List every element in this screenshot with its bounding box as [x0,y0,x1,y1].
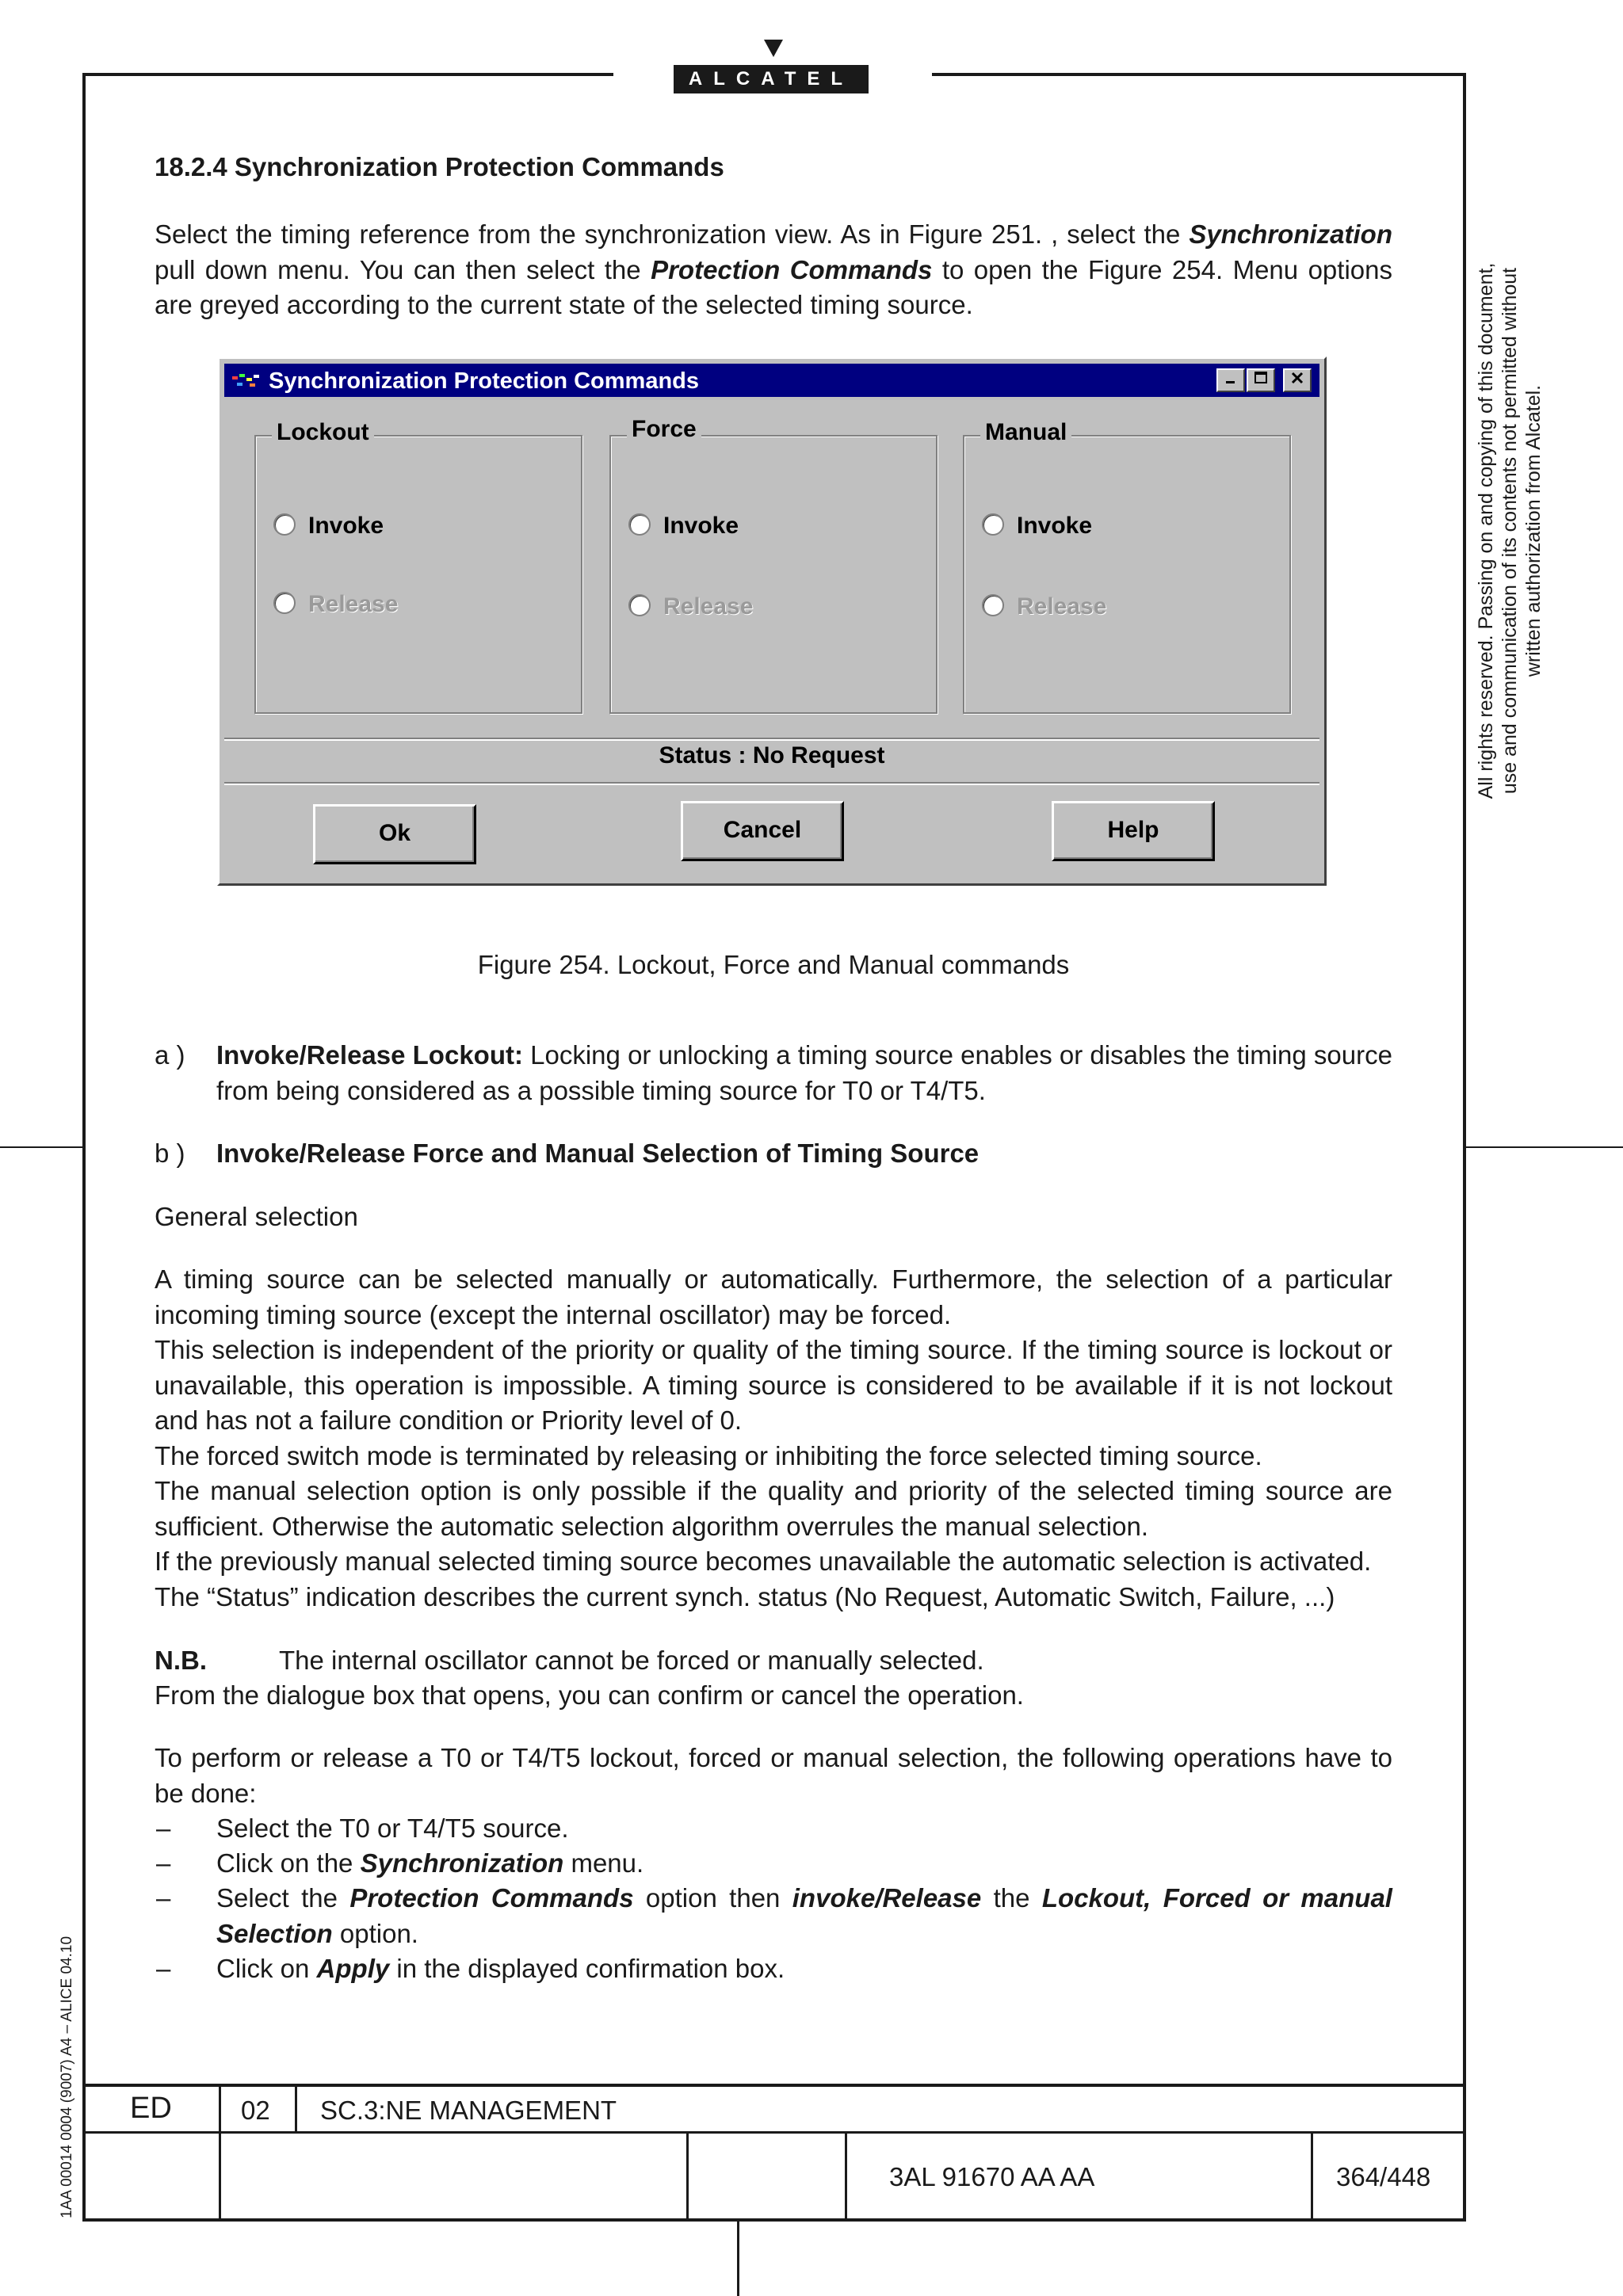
manual-group [963,419,1291,714]
footer-bottom-line [82,2218,1466,2222]
radio-icon [628,594,651,616]
footer-col-4 [845,2131,847,2220]
step-4-text: Click on Apply in the displayed confirmation box. [216,1954,785,1983]
step-1-text: Select the T0 or T4/T5 source. [216,1814,569,1843]
frame-top-right [932,73,1466,76]
margin-mark-left [0,1146,84,1148]
manual-invoke-radio[interactable]: Invoke [982,513,1092,544]
procedure-intro: To perform or release a T0 or T4/T5 lockout, forced or manual selection, the following operations have to be done: [155,1743,1392,1808]
cancel-button[interactable]: Cancel [681,801,844,861]
step-3-dash: – [156,1883,171,1913]
nb-label: N.B. [155,1646,207,1675]
step-3-text: Select the Protection Commands option then invoke/Release the Lockout, Forced or manual Selection option. [216,1883,1392,1948]
protection-commands-dialog [217,357,1327,886]
margin-mark-right [1465,1146,1623,1148]
footer-ed-label: ED [130,2092,172,2125]
footer-col-2 [295,2084,297,2133]
minimize-button[interactable] [1216,368,1245,392]
radio-icon [628,513,651,536]
section-heading: 18.2.4 Synchronization Protection Commands [155,152,724,181]
footer-col-3 [686,2131,689,2220]
footer-ed-value: 02 [241,2096,270,2125]
footer-top-line [82,2084,1466,2087]
dialog-titlebar[interactable] [224,364,1319,397]
radio-icon [273,513,296,536]
close-button[interactable] [1283,368,1312,392]
selection-paragraph: A timing source can be selected manually or automatically. Furthermore, the selection of a particular incoming timing source (except the internal oscillator) may be forced. This selection is independent of the priority or quality of the timing source. If the timing source is lockout or unavailable, this operation is impossible. A timing source is considered to be available if it is not lockout and has not a failure condition or Priority level of 0. The forced switch mode is terminated by releasing or inhibiting the force selected timing source. The manual selection option is only possible if the quality and priority of the selected timing source are sufficient. Otherwise the automatic selection algorithm overrules the manual selection. If the previously manual selected timing source becomes unavailable the automatic selection is activated. The “Status” indication describes the current synch. status (No Request, Automatic Switch, Failure, ...) [155,1264,1392,1611]
footer-doc-code: 3AL 91670 AA AA [889,2162,1095,2191]
lockout-invoke-radio[interactable]: Invoke [273,513,384,544]
nb-text: The internal oscillator cannot be forced or manually selected. [279,1646,984,1675]
item-b-text: Invoke/Release Force and Manual Selection of Timing Source [216,1138,980,1168]
radio-icon [982,594,1004,616]
alcatel-logo: ALCATEL [674,65,869,93]
bottom-stub [737,2220,739,2296]
status-label: Status : No Request [659,742,885,769]
force-invoke-radio[interactable]: Invoke [628,513,739,544]
footer-col-5 [1311,2131,1313,2220]
minimize-icon [1223,370,1239,386]
footer-col-1 [219,2084,221,2220]
maximize-icon [1253,370,1269,386]
item-a-marker: a ) [155,1040,185,1070]
logo-triangle-icon [764,40,783,57]
manual-group-label: Manual [980,419,1071,446]
close-icon [1289,370,1305,386]
frame-top-left [84,73,613,76]
radio-icon [982,513,1004,536]
side-document-code: 1AA 00014 0004 (9007) A4 – ALICE 04.10 [59,1936,75,2218]
separator-bottom [224,782,1319,784]
step-2-dash: – [156,1848,171,1878]
lockout-group [254,419,582,714]
item-a-text: Invoke/Release Lockout: Locking or unlocking a timing source enables or disables the timing source from being considered as a possible timing source for T0 or T4/T5. [216,1040,1392,1105]
dialog-title: Synchronization Protection Commands [269,368,699,394]
force-release-radio: Release [628,593,753,625]
maximize-button[interactable] [1247,368,1275,392]
footer-mid-line [82,2131,1466,2134]
lockout-group-label: Lockout [272,419,374,446]
app-icon [232,372,261,389]
footer-section: SC.3:NE MANAGEMENT [320,2096,617,2125]
side-copyright: All rights reserved. Passing on and copying of this document, use and communication of its contents not permitted without written authorization from Alcatel. [1475,262,1545,799]
separator-top [224,738,1319,739]
step-4-dash: – [156,1954,171,1983]
step-1-dash: – [156,1814,171,1843]
manual-release-radio: Release [982,593,1106,625]
nb-line2: From the dialogue box that opens, you can confirm or cancel the operation. [155,1680,1024,1710]
item-b-marker: b ) [155,1138,185,1168]
help-button[interactable]: Help [1052,801,1215,861]
step-2-text: Click on the Synchronization menu. [216,1848,644,1878]
intro-paragraph: Select the timing reference from the synchronization view. As in Figure 251. , select the Synchronization pull down menu. You can then select the Protection Commands to open the Figure 254. Menu options are greyed according to the current state of the selected timing source. [155,219,1392,319]
footer-page-number: 364/448 [1336,2162,1431,2191]
ok-button[interactable]: Ok [313,804,476,864]
force-group [609,416,938,714]
radio-icon [273,592,296,614]
general-selection-heading: General selection [155,1202,358,1231]
force-group-label: Force [627,416,701,443]
figure-caption: Figure 254. Lockout, Force and Manual commands [477,950,1070,979]
lockout-release-radio: Release [273,591,398,623]
